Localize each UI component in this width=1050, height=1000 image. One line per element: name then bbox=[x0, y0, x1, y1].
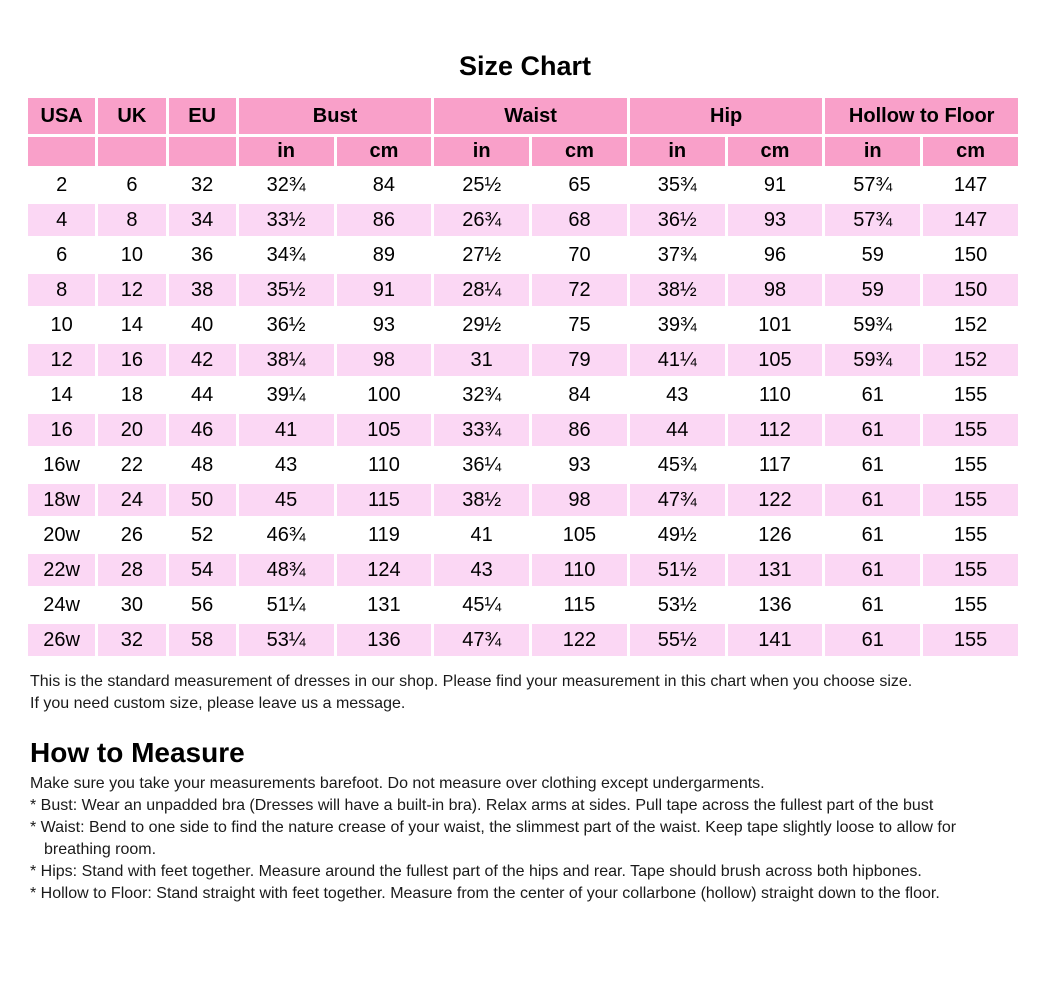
table-cell: 61 bbox=[825, 379, 920, 411]
table-cell: 61 bbox=[825, 414, 920, 446]
table-cell: 32 bbox=[98, 624, 165, 656]
header-unit-row bbox=[28, 137, 1018, 166]
table-cell: 35¾ bbox=[630, 169, 725, 201]
table-cell: 98 bbox=[532, 484, 627, 516]
instruction-line: * Bust: Wear an unpadded bra (Dresses will have a built-in bra). Relax arms at sides. Pull tape across the fullest part of the bust bbox=[30, 797, 934, 814]
header-empty-cell bbox=[98, 137, 165, 166]
table-row bbox=[28, 414, 1018, 446]
table-cell: 155 bbox=[923, 449, 1018, 481]
table-cell: 27½ bbox=[434, 239, 529, 271]
table-cell: 50 bbox=[169, 484, 236, 516]
table-cell: 98 bbox=[337, 344, 432, 376]
header-group-row bbox=[28, 98, 1018, 134]
instruction-line: * Waist: Bend to one side to find the nature crease of your waist, the slimmest part of the waist. Keep tape slightly loose to allow for breathing room. bbox=[30, 819, 957, 858]
col-header-bust: Bust bbox=[239, 98, 432, 134]
unit-header-hip-in: in bbox=[630, 137, 725, 166]
table-cell: 41¼ bbox=[630, 344, 725, 376]
table-cell: 44 bbox=[169, 379, 236, 411]
table-cell: 86 bbox=[337, 204, 432, 236]
table-row bbox=[28, 379, 1018, 411]
table-cell: 155 bbox=[923, 379, 1018, 411]
table-cell: 56 bbox=[169, 589, 236, 621]
table-cell: 105 bbox=[532, 519, 627, 551]
how-to-measure-heading: How to Measure bbox=[30, 737, 245, 768]
table-cell: 101 bbox=[728, 309, 823, 341]
table-cell: 122 bbox=[728, 484, 823, 516]
table-cell: 37¾ bbox=[630, 239, 725, 271]
table-cell: 53¼ bbox=[239, 624, 334, 656]
table-cell: 93 bbox=[728, 204, 823, 236]
table-cell: 47¾ bbox=[630, 484, 725, 516]
table-cell: 29½ bbox=[434, 309, 529, 341]
table-cell: 35½ bbox=[239, 274, 334, 306]
table-cell: 20w bbox=[28, 519, 95, 551]
table-row bbox=[28, 169, 1018, 201]
table-cell: 12 bbox=[28, 344, 95, 376]
table-cell: 131 bbox=[728, 554, 823, 586]
table-cell: 43 bbox=[630, 379, 725, 411]
table-cell: 41 bbox=[239, 414, 334, 446]
table-cell: 59¾ bbox=[825, 344, 920, 376]
table-cell: 14 bbox=[98, 309, 165, 341]
unit-header-hollow-cm: cm bbox=[923, 137, 1018, 166]
table-cell: 155 bbox=[923, 519, 1018, 551]
table-cell: 126 bbox=[728, 519, 823, 551]
table-cell: 45¼ bbox=[434, 589, 529, 621]
table-cell: 46 bbox=[169, 414, 236, 446]
col-header-hip: Hip bbox=[630, 98, 823, 134]
table-row bbox=[28, 344, 1018, 376]
table-cell: 112 bbox=[728, 414, 823, 446]
table-header bbox=[28, 98, 1018, 166]
note-line: This is the standard measurement of dresses in our shop. Please find your measurement in this chart when you choose size. bbox=[30, 673, 913, 690]
table-cell: 75 bbox=[532, 309, 627, 341]
table-cell: 38 bbox=[169, 274, 236, 306]
table-cell: 45¾ bbox=[630, 449, 725, 481]
table-cell: 24w bbox=[28, 589, 95, 621]
table-row bbox=[28, 309, 1018, 341]
table-cell: 61 bbox=[825, 624, 920, 656]
table-cell: 34¾ bbox=[239, 239, 334, 271]
table-cell: 115 bbox=[532, 589, 627, 621]
table-cell: 68 bbox=[532, 204, 627, 236]
table-cell: 155 bbox=[923, 414, 1018, 446]
size-chart-table bbox=[25, 95, 1021, 659]
table-cell: 93 bbox=[337, 309, 432, 341]
unit-header-bust-cm: cm bbox=[337, 137, 432, 166]
table-cell: 61 bbox=[825, 519, 920, 551]
col-header-waist: Waist bbox=[434, 98, 627, 134]
table-cell: 16w bbox=[28, 449, 95, 481]
table-cell: 10 bbox=[98, 239, 165, 271]
table-row bbox=[28, 624, 1018, 656]
table-cell: 86 bbox=[532, 414, 627, 446]
table-cell: 65 bbox=[532, 169, 627, 201]
table-row bbox=[28, 519, 1018, 551]
table-cell: 33½ bbox=[239, 204, 334, 236]
header-empty-cell bbox=[169, 137, 236, 166]
table-cell: 58 bbox=[169, 624, 236, 656]
table-cell: 14 bbox=[28, 379, 95, 411]
table-cell: 48¾ bbox=[239, 554, 334, 586]
table-cell: 43 bbox=[239, 449, 334, 481]
table-cell: 152 bbox=[923, 309, 1018, 341]
table-cell: 155 bbox=[923, 589, 1018, 621]
table-cell: 18 bbox=[98, 379, 165, 411]
table-cell: 122 bbox=[532, 624, 627, 656]
table-cell: 22 bbox=[98, 449, 165, 481]
table-row bbox=[28, 484, 1018, 516]
table-cell: 39¼ bbox=[239, 379, 334, 411]
table-cell: 32¾ bbox=[434, 379, 529, 411]
table-cell: 36½ bbox=[630, 204, 725, 236]
note-line: If you need custom size, please leave us a message. bbox=[30, 695, 406, 712]
table-cell: 38½ bbox=[434, 484, 529, 516]
table-cell: 72 bbox=[532, 274, 627, 306]
table-cell: 42 bbox=[169, 344, 236, 376]
table-row bbox=[28, 589, 1018, 621]
table-cell: 16 bbox=[28, 414, 95, 446]
unit-header-hollow-in: in bbox=[825, 137, 920, 166]
table-cell: 115 bbox=[337, 484, 432, 516]
table-cell: 105 bbox=[728, 344, 823, 376]
table-cell: 155 bbox=[923, 624, 1018, 656]
table-cell: 43 bbox=[434, 554, 529, 586]
table-cell: 100 bbox=[337, 379, 432, 411]
table-cell: 70 bbox=[532, 239, 627, 271]
table-row bbox=[28, 554, 1018, 586]
table-cell: 61 bbox=[825, 449, 920, 481]
table-cell: 150 bbox=[923, 239, 1018, 271]
table-cell: 38¼ bbox=[239, 344, 334, 376]
table-cell: 16 bbox=[98, 344, 165, 376]
table-cell: 117 bbox=[728, 449, 823, 481]
page-title: Size Chart bbox=[458, 51, 592, 81]
table-cell: 41 bbox=[434, 519, 529, 551]
table-cell: 131 bbox=[337, 589, 432, 621]
table-cell: 48 bbox=[169, 449, 236, 481]
table-cell: 53½ bbox=[630, 589, 725, 621]
table-cell: 54 bbox=[169, 554, 236, 586]
table-cell: 26w bbox=[28, 624, 95, 656]
table-cell: 28¼ bbox=[434, 274, 529, 306]
how-to-measure-instructions bbox=[30, 773, 1002, 905]
unit-header-waist-cm: cm bbox=[532, 137, 627, 166]
table-cell: 6 bbox=[28, 239, 95, 271]
table-cell: 105 bbox=[337, 414, 432, 446]
table-cell: 8 bbox=[28, 274, 95, 306]
table-cell: 47¾ bbox=[434, 624, 529, 656]
table-cell: 155 bbox=[923, 554, 1018, 586]
col-header-uk: UK bbox=[98, 98, 165, 134]
table-cell: 8 bbox=[98, 204, 165, 236]
table-cell: 12 bbox=[98, 274, 165, 306]
unit-header-bust-in: in bbox=[239, 137, 334, 166]
table-cell: 55½ bbox=[630, 624, 725, 656]
unit-header-waist-in: in bbox=[434, 137, 529, 166]
table-cell: 49½ bbox=[630, 519, 725, 551]
table-cell: 96 bbox=[728, 239, 823, 271]
table-cell: 136 bbox=[728, 589, 823, 621]
table-cell: 28 bbox=[98, 554, 165, 586]
table-cell: 110 bbox=[532, 554, 627, 586]
table-cell: 46¾ bbox=[239, 519, 334, 551]
table-cell: 59 bbox=[825, 239, 920, 271]
table-cell: 57¾ bbox=[825, 169, 920, 201]
table-cell: 10 bbox=[28, 309, 95, 341]
table-cell: 61 bbox=[825, 554, 920, 586]
table-cell: 36 bbox=[169, 239, 236, 271]
table-cell: 2 bbox=[28, 169, 95, 201]
table-row bbox=[28, 274, 1018, 306]
table-row bbox=[28, 449, 1018, 481]
table-cell: 32¾ bbox=[239, 169, 334, 201]
table-row bbox=[28, 204, 1018, 236]
col-header-eu: EU bbox=[169, 98, 236, 134]
table-cell: 57¾ bbox=[825, 204, 920, 236]
table-cell: 84 bbox=[337, 169, 432, 201]
table-cell: 45 bbox=[239, 484, 334, 516]
unit-header-hip-cm: cm bbox=[728, 137, 823, 166]
instruction-line: Make sure you take your measurements barefoot. Do not measure over clothing except undergarments. bbox=[30, 775, 765, 792]
table-cell: 40 bbox=[169, 309, 236, 341]
table-cell: 136 bbox=[337, 624, 432, 656]
col-header-hollow-to-floor: Hollow to Floor bbox=[825, 98, 1018, 134]
table-cell: 124 bbox=[337, 554, 432, 586]
table-cell: 18w bbox=[28, 484, 95, 516]
table-cell: 39¾ bbox=[630, 309, 725, 341]
table-cell: 147 bbox=[923, 169, 1018, 201]
table-cell: 89 bbox=[337, 239, 432, 271]
table-cell: 25½ bbox=[434, 169, 529, 201]
table-cell: 6 bbox=[98, 169, 165, 201]
table-cell: 59¾ bbox=[825, 309, 920, 341]
table-cell: 51½ bbox=[630, 554, 725, 586]
table-cell: 33¾ bbox=[434, 414, 529, 446]
table-cell: 4 bbox=[28, 204, 95, 236]
notes-block bbox=[30, 671, 995, 715]
table-cell: 110 bbox=[728, 379, 823, 411]
table-cell: 59 bbox=[825, 274, 920, 306]
table-cell: 98 bbox=[728, 274, 823, 306]
table-cell: 36¼ bbox=[434, 449, 529, 481]
table-cell: 30 bbox=[98, 589, 165, 621]
table-cell: 147 bbox=[923, 204, 1018, 236]
table-row bbox=[28, 239, 1018, 271]
table-cell: 61 bbox=[825, 589, 920, 621]
table-cell: 26 bbox=[98, 519, 165, 551]
table-cell: 44 bbox=[630, 414, 725, 446]
instruction-line: * Hollow to Floor: Stand straight with feet together. Measure from the center of your collarbone (hollow) straight down to the floor. bbox=[30, 885, 940, 902]
table-cell: 141 bbox=[728, 624, 823, 656]
table-cell: 119 bbox=[337, 519, 432, 551]
table-cell: 52 bbox=[169, 519, 236, 551]
table-body bbox=[28, 169, 1018, 656]
table-cell: 152 bbox=[923, 344, 1018, 376]
table-cell: 22w bbox=[28, 554, 95, 586]
table-cell: 51¼ bbox=[239, 589, 334, 621]
table-cell: 34 bbox=[169, 204, 236, 236]
table-cell: 26¾ bbox=[434, 204, 529, 236]
table-cell: 24 bbox=[98, 484, 165, 516]
table-cell: 150 bbox=[923, 274, 1018, 306]
table-cell: 32 bbox=[169, 169, 236, 201]
table-cell: 36½ bbox=[239, 309, 334, 341]
table-cell: 38½ bbox=[630, 274, 725, 306]
table-cell: 93 bbox=[532, 449, 627, 481]
table-cell: 110 bbox=[337, 449, 432, 481]
header-empty-cell bbox=[28, 137, 95, 166]
table-cell: 79 bbox=[532, 344, 627, 376]
col-header-usa: USA bbox=[28, 98, 95, 134]
table-cell: 61 bbox=[825, 484, 920, 516]
table-cell: 31 bbox=[434, 344, 529, 376]
table-cell: 84 bbox=[532, 379, 627, 411]
table-cell: 20 bbox=[98, 414, 165, 446]
table-cell: 91 bbox=[728, 169, 823, 201]
instruction-line: * Hips: Stand with feet together. Measure around the fullest part of the hips and rear. Tape should brush across both hipbones. bbox=[30, 863, 922, 880]
table-cell: 91 bbox=[337, 274, 432, 306]
table-cell: 155 bbox=[923, 484, 1018, 516]
